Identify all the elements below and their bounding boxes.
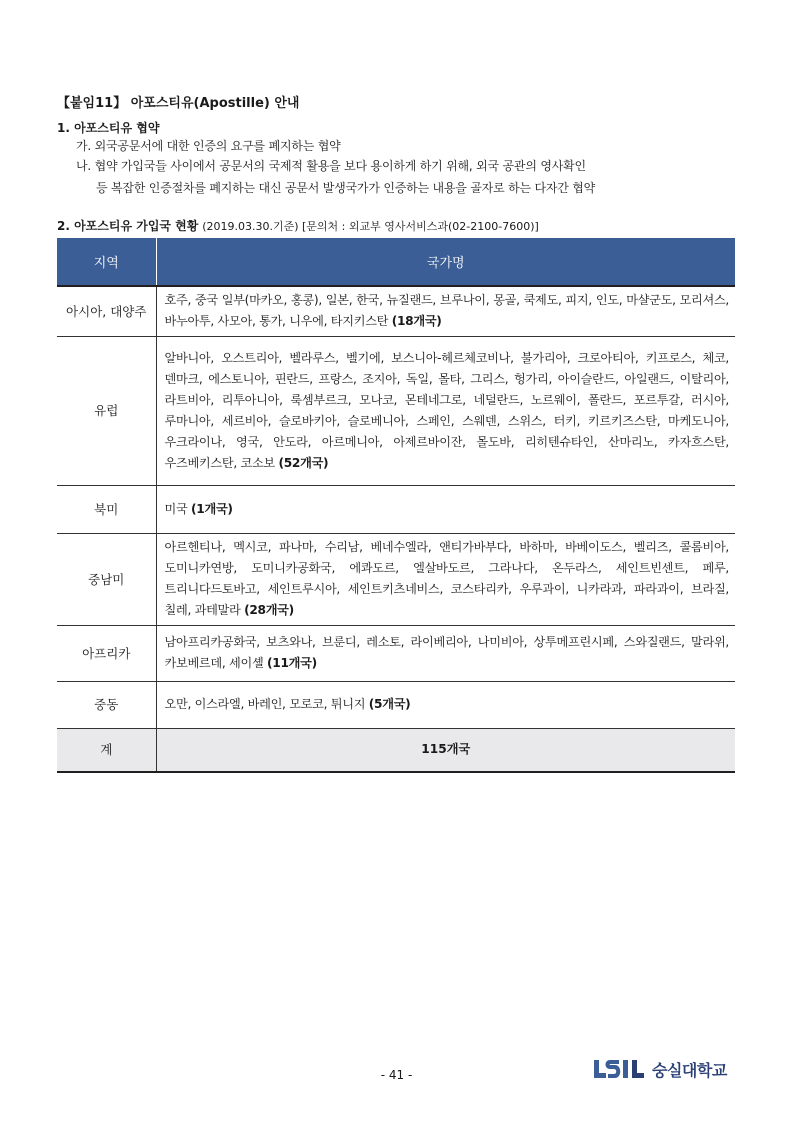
region-cell: 아시아, 대양주: [57, 286, 156, 336]
total-label: 계: [57, 728, 156, 772]
section2-meta: (2019.03.30.기준) [문의처 : 외교부 영사서비스과(02-2100-7600)]: [202, 220, 539, 233]
section1-item-a: 가. 외국공문서에 대한 인증의 요구를 폐지하는 협약: [76, 139, 341, 153]
countries-cell: [156, 533, 735, 625]
logo-text: 숭실대학교: [652, 1060, 727, 1080]
region-cell: 중남미: [57, 533, 156, 625]
country-count: (5개국): [368, 697, 411, 711]
table-row: [57, 625, 735, 681]
header-region: 지역: [57, 238, 156, 286]
table-row: [57, 533, 735, 625]
countries-cell: [156, 336, 735, 485]
country-list: 오만, 이스라엘, 바레인, 모로코, 튀니지: [164, 697, 366, 711]
country-list: 알바니아, 오스트리아, 벨라루스, 벨기에, 보스니아-헤르체코비나, 불가리아, 크로아티아, 키프로스, 체코, 덴마크, 에스토니아, 핀란드, 프랑스, 조지아, 독일, 몰타, 그리스, 헝가리, 아이슬란드, 아일랜드, 이탈리아, 라트비아, 리투아니아, 룩셈부르크, 모나코, 몬테네그로, 네덜란드, 노르웨이, 폴란드, 포르투갈, 러시아, 루마니아, 세르비아, 슬로바키아, 슬로베니아, 스페인, 스웨덴, 스위스, 터키, 키르키즈스탄, 마케도니아, 우크라이나, 영국, 안도라, 아르메니아, 아제르바이잔, 몰도바, 리히텐슈타인, 산마리노, 카자흐스탄, 우즈베키스탄, 코소보: [164, 350, 729, 470]
country-list: 호주, 중국 일부(마카오, 홍콩), 일본, 한국, 뉴질랜드, 브루나이, 몽골, 쿡제도, 피지, 인도, 마샬군도, 모리셔스, 바누아투, 사모아, 통가, 니우에, 타지키스탄: [164, 293, 729, 329]
country-list: 미국: [164, 501, 188, 516]
soongsil-logo-icon: [592, 1056, 650, 1082]
section2-title: [57, 217, 539, 234]
apostille-member-table: [57, 238, 735, 773]
table-total-row: [57, 728, 735, 772]
country-count: (52개국): [278, 455, 329, 470]
section1-item-b-line2: 등 복잡한 인증절차를 폐지하는 대신 공문서 발생국가가 인증하는 내용을 골자로 하는 다자간 협약: [96, 181, 596, 195]
countries-cell: [156, 681, 735, 728]
country-count: (28개국): [244, 603, 294, 617]
table-row: [57, 336, 735, 485]
country-list: 남아프리카공화국, 보츠와나, 브룬디, 레소토, 라이베리아, 나미비아, 상투메프린시페, 스와질랜드, 말라위, 카보베르데, 세이셸: [164, 635, 729, 670]
table-header-row: [57, 238, 735, 286]
region-cell: 아프리카: [57, 625, 156, 681]
region-cell: 유럽: [57, 336, 156, 485]
countries-cell: [156, 625, 735, 681]
page-number: - 41 -: [380, 1068, 413, 1082]
country-count: (18개국): [391, 314, 442, 329]
region-cell: 북미: [57, 485, 156, 533]
section1-title: 1. 아포스티유 협약: [57, 121, 160, 135]
section1-item-b-line1: 나. 협약 가입국들 사이에서 공문서의 국제적 활용을 보다 용이하게 하기 위해, 외국 공관의 영사확인: [76, 159, 586, 173]
table-row: [57, 485, 735, 533]
countries-cell: [156, 286, 735, 336]
country-count: (11개국): [267, 656, 317, 670]
region-cell: 중동: [57, 681, 156, 728]
university-logo: [592, 1056, 727, 1082]
table-row: [57, 681, 735, 728]
page-title: 【붙임11】 아포스티유(Apostille) 안내: [57, 96, 300, 111]
total-value: 115개국: [156, 728, 735, 772]
country-count: (1개국): [191, 501, 233, 516]
section2-heading: 2. 아포스티유 가입국 현황: [57, 219, 199, 233]
header-countries: 국가명: [156, 238, 735, 286]
country-list: 아르헨티나, 멕시코, 파나마, 수리남, 베네수엘라, 앤티가바부다, 바하마, 바베이도스, 벨리즈, 콜롬비아, 도미니카연방, 도미니카공화국, 에콰도르, 엘살바도르, 그라나다, 온두라스, 세인트빈센트, 페루, 트리니다드토바고, 세인트루시아, 세인트키츠네비스, 코스타리카, 우루과이, 니카라과, 파라과이, 브라질, 칠레, 과테말라: [164, 540, 729, 617]
table-row: [57, 286, 735, 336]
countries-cell: [156, 485, 735, 533]
